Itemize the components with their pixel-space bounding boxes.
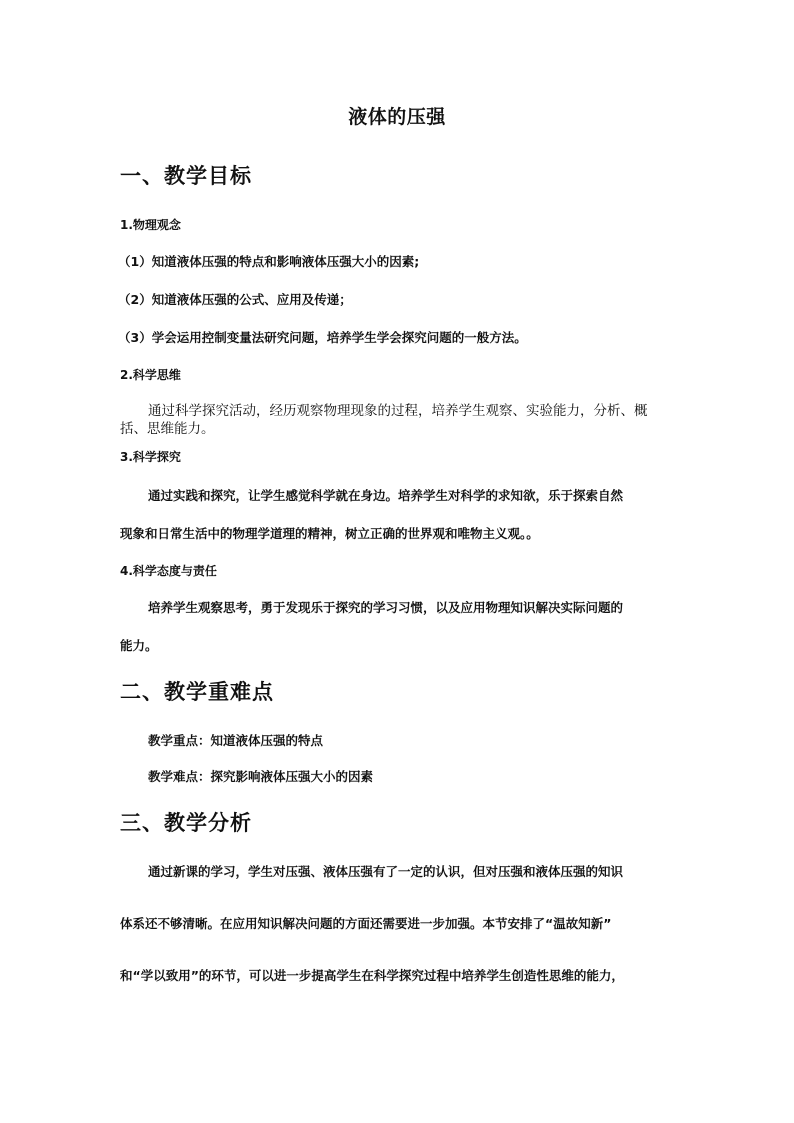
teaching-difficulty: 教学难点：探究影响液体压强大小的因素 [148, 769, 374, 784]
subheading-scientific-inquiry: 3.科学探究 [120, 450, 181, 464]
paragraph-line: 培养学生观察思考，勇于发现乐于探究的学习习惯，以及应用物理知识解决实际问题的 [148, 600, 624, 615]
section-heading-key-points: 二、教学重难点 [120, 680, 274, 704]
section-heading-analysis: 三、教学分析 [120, 811, 252, 835]
section-heading-objectives: 一、教学目标 [120, 164, 252, 188]
paragraph-line: 体系还不够清晰。在应用知识解决问题的方面还需要进一步加强。本节安排了“温故知新” [120, 916, 612, 931]
paragraph-line: 能力。 [120, 638, 158, 653]
subheading-physics-concept: 1.物理观念 [120, 218, 181, 232]
paragraph-line: 和“学以致用”的环节，可以进一步提高学生在科学探究过程中培养学生创造性思维的能力， [120, 968, 624, 983]
subheading-attitude: 4.科学态度与责任 [120, 564, 217, 578]
paragraph-line: 括、思维能力。 [120, 421, 215, 437]
objective-item: （2）知道液体压强的公式、应用及传递； [118, 292, 352, 307]
document-title: 液体的压强 [348, 106, 446, 128]
subheading-scientific-thinking: 2.科学思维 [120, 368, 181, 382]
paragraph-line: 通过科学探究活动，经历观察物理现象的过程，培养学生观察、实验能力，分析、概 [148, 403, 648, 419]
paragraph-line: 通过实践和探究，让学生感觉科学就在身边。培养学生对科学的求知欲，乐于探索自然 [148, 488, 624, 503]
objective-item: （1）知道液体压强的特点和影响液体压强大小的因素; [118, 254, 420, 269]
teaching-focus: 教学重点：知道液体压强的特点 [148, 733, 324, 748]
paragraph-line: 通过新课的学习，学生对压强、液体压强有了一定的认识，但对压强和液体压强的知识 [148, 864, 624, 879]
paragraph-line: 现象和日常生活中的物理学道理的精神，树立正确的世界观和唯物主义观。。 [120, 526, 539, 541]
objective-item: （3）学会运用控制变量法研究问题，培养学生学会探究问题的一般方法。 [118, 330, 527, 345]
